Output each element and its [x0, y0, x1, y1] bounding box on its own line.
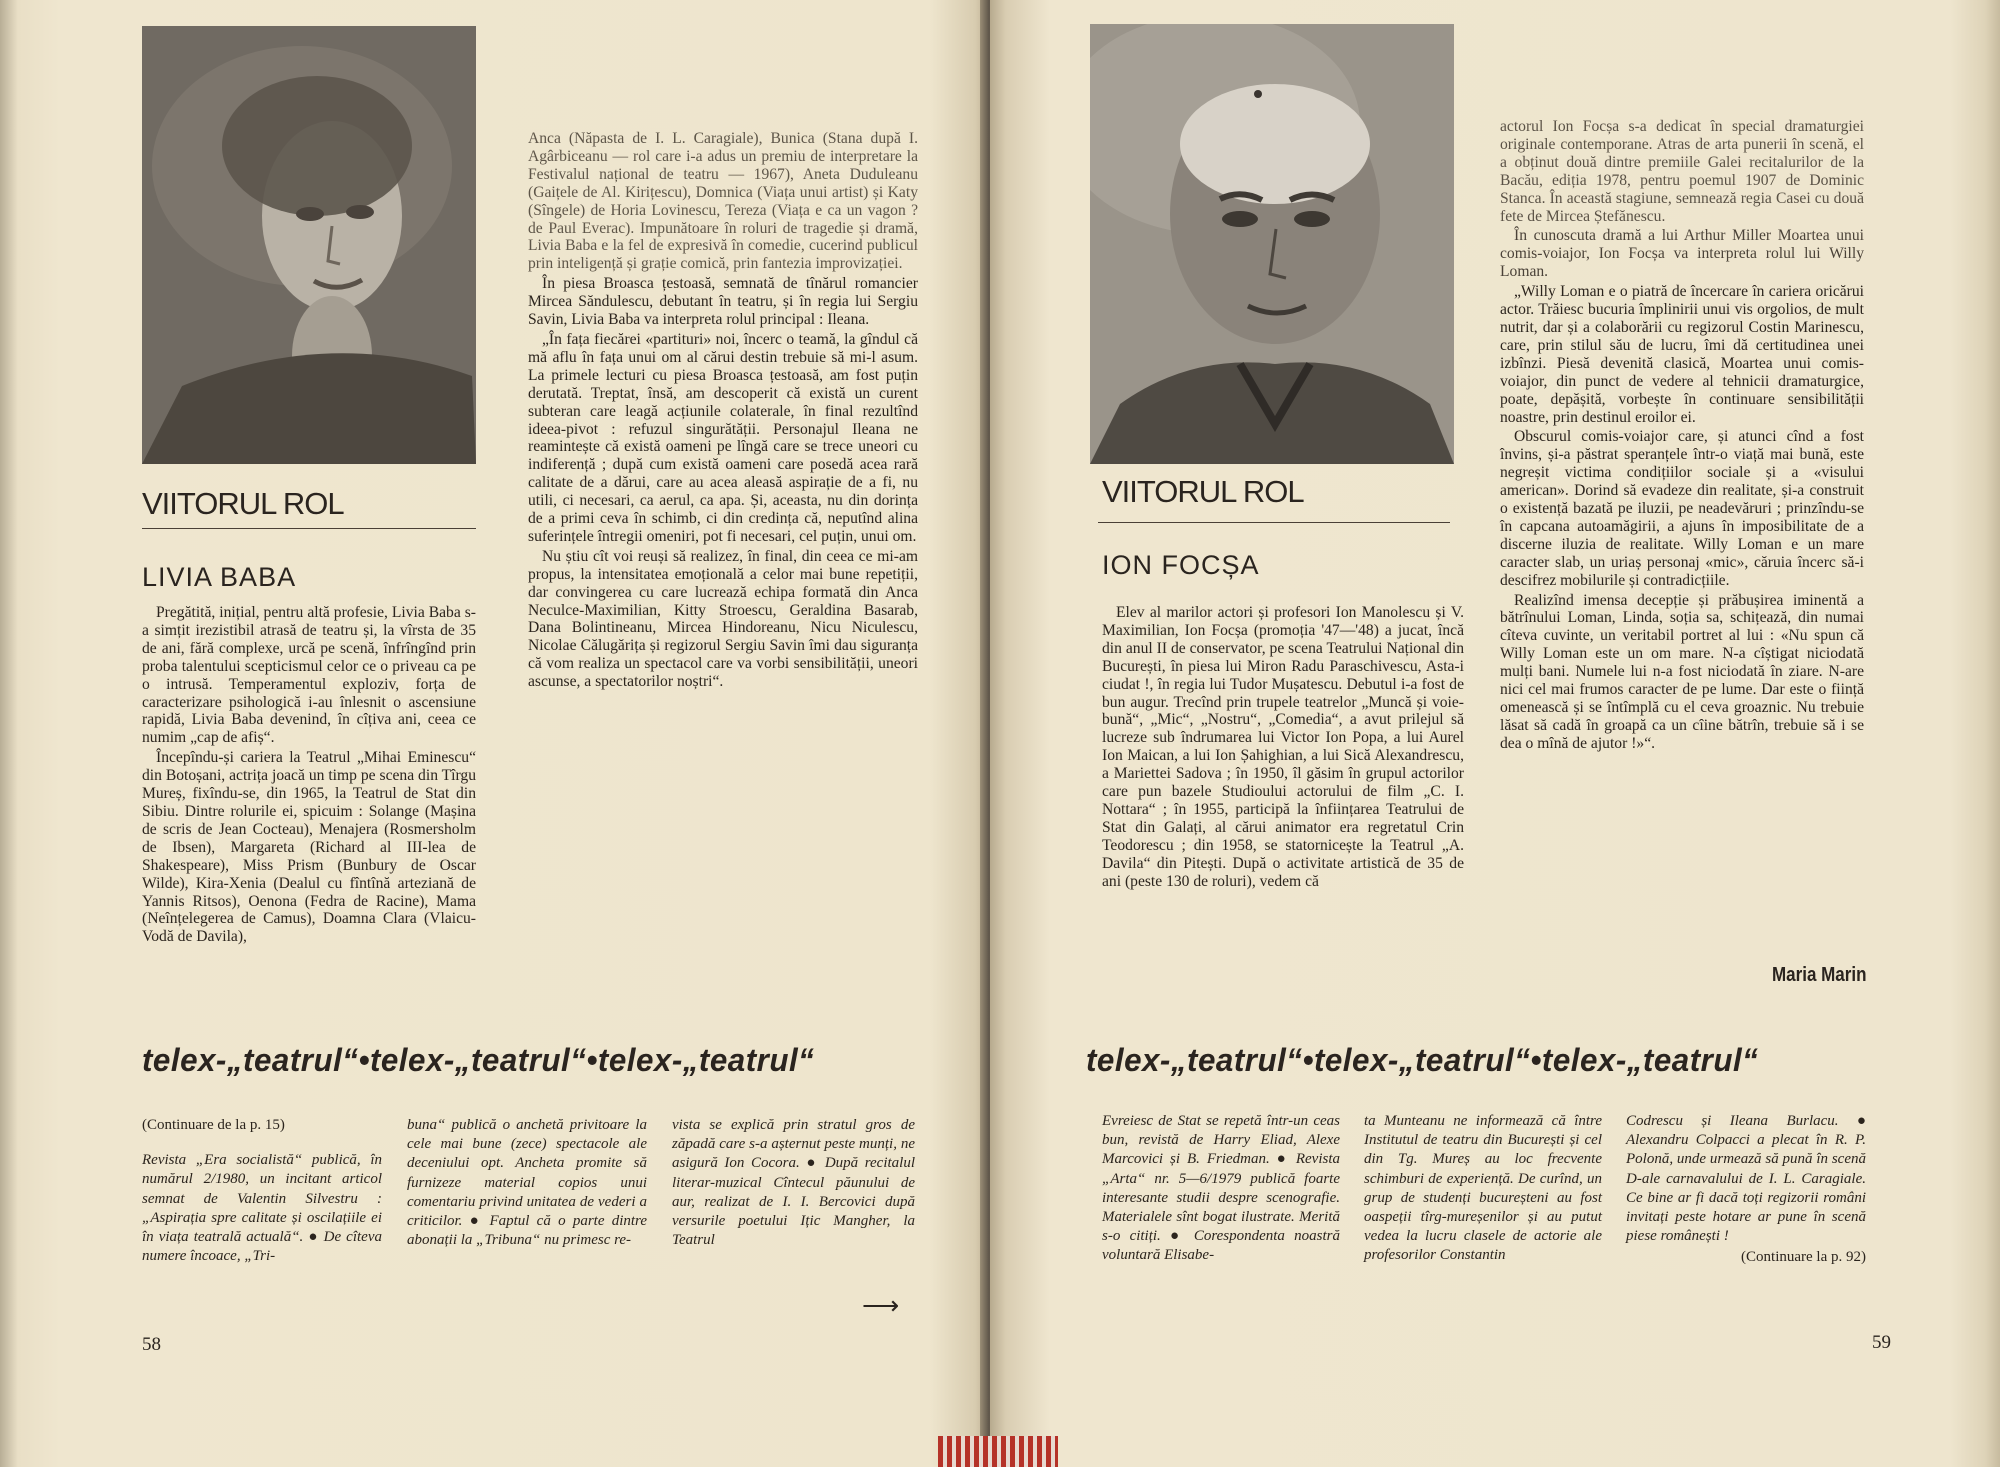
telex-text: Evreiesc de Stat se repetă într-un ceas bun, revistă de Harry Eliad, Alexe Marcovici și B. Friedman. ● Revista „Arta“ nr. 5—6/1979 publică foarte interesante studii despre scenografie. Materialele sînt bogat ilustrate. Merită s-o citiți. ● Corespondenta noastră voluntară Elisabe- [1102, 1113, 1340, 1264]
left-page [0, 0, 990, 1467]
article-paragraph: Realizînd imensa decepție și prăbușirea iminentă a bătrînului Loman, Linda, soția sa, schițează, din numai cîteva cuvinte, un veritabil portret al lui : «Nu spun că Willy Loman este un om mare. N-a cîștigat niciodată mulți bani. Numele lui n-a fost niciodată în ziare. N-are nici cel mai frumos caracter de pe lume. Dar este o ființă omenească și se întîmplă cu el ceva groaznic. Nu trebuie lăsat să cadă în groapă ca un cîine bătrîn, trebuie să i se dea o mînă de ajutor !»“. [1500, 591, 1864, 752]
telex-text: Revista „Era socialistă“ publică, în numărul 2/1980, un incitant articol semnat de Valentin Silvestru : „Aspirația spre calitate și oscilațiile ei în viața teatrală actuală“. ● De cîteva numere încoace, „Tri- [142, 1152, 382, 1265]
article-paragraph: „În fața fiecărei «partituri» noi, încerc o teamă, la gîndul că mă aflu în fața unui om al cărui destin trebuie să mi-l asum. La primele lecturi cu piesa Broasca țestoasă, am fost puțin derutată. Treptat, însă, am descoperit că există un curent subteran care leagă acțiunile colaterale, în final rezultînd ideea-pivot : refuzul singurătății. Personajul Ileana ne reamintește că există oameni pe lîngă care se trece uneori cu indiferență ; după cum există oameni care posedă acea rară calitate de a dărui, care au acea aleasă aspirație de a fi, nu utili, ci necesari, ca aerul, ca apa. Și, aceasta, nu din dorința de a primi ceva în schimb, ci din credința că, neputînd alina suferințele întregii omeniri, pot fi necesari, cel puțin, unui om. [528, 330, 918, 545]
page-number: 59 [1872, 1332, 1891, 1353]
telex-text: buna“ publică o anchetă privitoare la cele mai bune (zece) spectacole ale deceniului opt. Ancheta promite să furnizeze material copios unui comentariu privind unitatea de vederi a criticilor. ● Faptul că o parte dintre abonații la „Tribuna“ nu primesc re- [407, 1117, 647, 1249]
rubric-rule [142, 528, 476, 529]
continue-arrow-icon: ⟶ [862, 1291, 900, 1320]
right-page [990, 0, 2000, 1467]
continued-to-note: (Continuare la p. 92) [1741, 1249, 1866, 1266]
article-paragraph: Pregătită, inițial, pentru altă profesie, Livia Baba s-a simțit irezistibil atrasă de teatru și, la vîrsta de 35 de ani, fără complexe, urcă pe scenă, înfrîngînd prin proba talentului scepticismul celor ce o priveau ca pe o intrusă. Temperamentul exploziv, forța de caracterizare psihologică i-au înlesnit o ascensiune rapidă, Livia Baba devenind, în cîțiva ani, ceea ce numim „cap de afiș“. [142, 604, 476, 747]
section-rubric: VIITORUL ROL [142, 486, 344, 521]
rubric-rule [1098, 522, 1450, 523]
telex-text: ta Munteanu ne informează că între Institutul de teatru din București și cel din Tg. Mureș au loc frecvente schimburi de experiență. De curînd, un grup de studenți bucureșteni au fost oaspeții tîrg-mureșenilor și au putut vedea la lucru clasele de actorie ale profesorilor Constantin [1364, 1113, 1602, 1264]
telex-column-1 [1102, 1112, 1340, 1266]
article-paragraph: În cunoscuta dramă a lui Arthur Miller Moartea unui comis-voiajor, Ion Focșa va interpreta rolul lui Willy Loman. [1500, 227, 1864, 281]
telex-column-3 [1626, 1112, 1866, 1268]
article-paragraph: Nu știu cît voi reuși să realizez, în final, din ceea ce mi-am propus, la intensitatea emoțională a celor mai bune repetiții, dar convingerea cu care lucrează echipa formată din Anca Neculce-Maximilian, Kitty Stroescu, Geraldina Basarab, Dana Bolintineanu, Mircea Hindoreanu, Nicu Niculescu, Nicolae Călugărița și regizorul Sergiu Savin îmi dau siguranța că vom realiza un spectacol care va vorbi sensibilității, uneori ascunse, a spectatorilor noștri“. [528, 547, 918, 691]
article-paragraph: Obscurul comis-voiajor care, și atunci cînd a fost învins, și-a păstrat speranțele într-o viață mai bună, este negreșit victima condițiilor sociale și a «visului american». Dorind să evadeze din realitate, și-a construit o existență bazată pe iluzii, pe neadevăruri ; prinzîndu-se în capcana autoamăgirii, a ajuns în imposibilitate de a discerne iluzia de realitate. Willy Loman e un mare caracter slab, un uriaș personaj «mic», căruia încerc să-i descifrez mobilurile și contradicțiile. [1500, 428, 1864, 589]
portrait-photo-livia-baba [142, 26, 476, 464]
actor-name-heading: ION FOCȘA [1102, 550, 1260, 580]
telex-column-2 [407, 1116, 647, 1250]
telex-banner: telex-„teatrul“•telex-„teatrul“•telex-„teatrul“ [142, 1042, 815, 1078]
section-rubric: VIITORUL ROL [1102, 474, 1304, 509]
article-paragraph: actorul Ion Focșa s-a dedicat în special dramaturgiei originale contemporane. Atras de arta punerii în scenă, el a obținut două dintre premiile Galei recitalurilor de la Bacău, ediția 1978, pentru poemul 1907 de Dominic Stanca. În această stagiune, semnează regia Casei cu două fete de Mircea Ștefănescu. [1500, 118, 1864, 225]
article-paragraph: „Willy Loman e o piatră de încercare în cariera oricărui actor. Trăiesc bucuria împlinirii unui vis orgolios, de mult nutrit, dar și a colaborării cu regizorul Costin Marinescu, care, prin stilul său de lucru, îmi dă certitudinea unei izbînzi. Piesă devenită clasică, Moartea unui comis-voiajor, din punct de vedere al tehnicii dramaturgice, poate, depășită, vorbește în continuare sensibilității noastre, prin destinul eroilor ei. [1500, 283, 1864, 426]
page-number: 58 [142, 1334, 161, 1355]
telex-text: Codrescu și Ileana Burlacu. ● Alexandru Colpacci a plecat în R. P. Polonă, unde urmează să pună în scenă D-ale carnavalului de I. L. Caragiale. Ce bine ar fi dacă toți regizorii români invitați peste hotare ar pune în scenă piese românești ! [1626, 1113, 1866, 1245]
author-signature: Maria Marin [1772, 964, 1867, 986]
article-paragraph: Elev al marilor actori și profesori Ion Manolescu și V. Maximilian, Ion Focșa (promoția '47—'48) a jucat, încă din anul II de conservator, pe scena Teatrului Național din București, în piesa lui Miron Radu Paraschivescu, Asta-i ciudat !, în regia lui Tudor Mușatescu. Debutul i-a fost de bun augur. Trecînd prin trupele teatrelor „Muncă și voie-bună“, „Mic“, „Nostru“, „Comedia“, a avut prilejul să lucreze sub îndrumarea lui Victor Ion Popa, a lui Aurel Ion Maican, a lui Ion Șahighian, a lui Sică Alexandrescu, a Mariettei Sadova ; în 1950, îl găsim în grupul actorilor care pun bazele Studioului actorului de film „C. I. Nottara“ ; în 1955, participă la înființarea Teatrului de Stat din Galați, al cărui animator era regretatul Crin Teodorescu ; din 1958, se statornicește la Teatrul „A. Davila“ din Pitești. După o activitate artistică de 35 de ani (peste 130 de roluri), vedem că [1102, 604, 1464, 890]
article-paragraph: În piesa Broasca țestoasă, semnată de tînărul romancier Mircea Săndulescu, debutant în teatru, și în regia lui Sergiu Savin, Livia Baba va interpreta rolul principal : Ileana. [528, 275, 918, 329]
article-paragraph: Anca (Năpasta de I. L. Caragiale), Bunica (Stana după I. Agârbiceanu — rol care i-a adus un premiu de interpretare la Festivalul național de teatru — 1967), Aneta Duduleanu (Gaițele de Al. Kirițescu), Domnica (Viața unui artist) și Katy (Sîngele) de Horia Lovinescu, Tereza (Viața e ca un vagon ? de Paul Everac). Impunătoare în roluri de tragedie și dramă, Livia Baba e la fel de expresivă în comedie, cucerind publicul prin inteligență și grație comică, prin fantezia improvizației. [528, 130, 918, 273]
telex-column-2 [1364, 1112, 1602, 1266]
actor-name-heading: LIVIA BABA [142, 562, 297, 592]
article-paragraph: Începîndu-și cariera la Teatrul „Mihai Eminescu“ din Botoșani, actrița joacă un timp pe scena din Tîrgu Mureș, fixîndu-se, din 1965, la Teatrul de Stat din Sibiu. Dintre rolurile ei, spicuim : Solange (Mașina de scris de Jean Cocteau), Menajera (Rosmersholm de Ibsen), Margareta (Richard al III-lea de Shakespeare), Miss Prism (Bunbury de Oscar Wilde), Kira-Xenia (Dealul cu fîntînă arteziană de Yannis Ritsos), Oenona (Fedra de Racine), Mama (Neînțelegerea de Camus), Doamna Clara (Vlaicu-Vodă de Davila), [142, 749, 476, 946]
portrait-photo-ion-focsa [1090, 24, 1454, 464]
bookmark-ribbon [938, 1436, 1058, 1467]
article-column-1 [1102, 604, 1464, 893]
telex-column-3 [672, 1116, 915, 1250]
article-column-2 [528, 130, 918, 693]
article-column-1 [142, 604, 476, 948]
telex-text: vista se explică prin stratul gros de zăpadă care s-a așternut peste munți, ne asigură Ion Cocora. ● După recitalul literar-muzical Cîntecul păunului de aur, realizat de I. I. Bercovici după versurile poetului Ițic Mangher, la Teatrul [672, 1117, 915, 1249]
telex-column-1 [142, 1116, 382, 1266]
telex-banner: telex-„teatrul“•telex-„teatrul“•telex-„teatrul“ [1086, 1042, 1759, 1078]
article-column-2 [1500, 118, 1864, 755]
continued-from-note: (Continuare de la p. 15) [142, 1117, 285, 1133]
